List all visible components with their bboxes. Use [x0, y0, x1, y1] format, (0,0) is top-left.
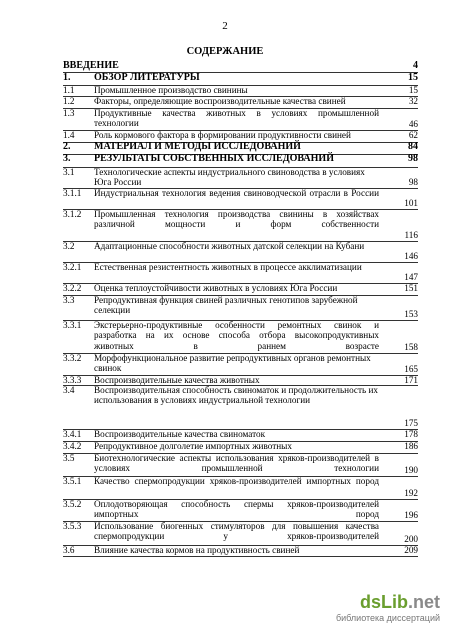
- toc-section-number: 3.6: [63, 545, 75, 555]
- toc-row: [63, 188, 418, 210]
- toc-row: [63, 320, 418, 354]
- toc-section-title: Влияние качества кормов на продуктивность свиней: [94, 545, 300, 555]
- toc-section-title: Морфофункциональное развитие репродуктивных органов ремонтных свинок: [94, 353, 371, 374]
- table-of-contents: [63, 61, 418, 581]
- toc-section-number: 3.4.2: [63, 441, 82, 451]
- watermark-logo-main: dsLib: [359, 592, 408, 612]
- toc-section-number: 3.2.1: [63, 262, 82, 272]
- page-number: 2: [222, 20, 228, 32]
- toc-section-number: 3.1.1: [63, 188, 82, 198]
- toc-page-number: 4: [413, 60, 418, 71]
- toc-page-number: 32: [408, 96, 418, 106]
- toc-section-number: 3.4.1: [63, 429, 82, 439]
- toc-row: [63, 521, 418, 546]
- toc-row: [63, 108, 418, 131]
- toc-section-title: Адаптационные способности животных датской селекции на Кубани: [94, 241, 365, 251]
- toc-section-title: Воспроизводительные качества свиноматок: [94, 429, 266, 439]
- toc-section-number: 3.3.3: [63, 375, 82, 385]
- toc-section-title: Оплодотворяющая способность спермы хряков-производителей импортных пород: [94, 499, 379, 520]
- toc-row: [63, 545, 418, 557]
- toc-section-number: 1.4: [63, 130, 75, 140]
- toc-section-number: 3.: [63, 153, 71, 164]
- toc-page-number: 101: [404, 198, 418, 208]
- toc-page-number: 15: [408, 85, 418, 95]
- watermark-logo-domain: .net: [407, 592, 440, 612]
- toc-page-number: 15: [408, 72, 418, 83]
- toc-page-number: 192: [404, 488, 418, 498]
- toc-row: [63, 499, 418, 522]
- toc-section-number: 3.5.3: [63, 521, 82, 531]
- toc-page-number: 200: [404, 534, 418, 544]
- toc-section-title: Воспроизводительная способность свиноматок и продолжительность их использования в условиях индустриальной технологии: [94, 385, 378, 406]
- toc-page-number: 84: [408, 141, 418, 152]
- toc-page-number: 46: [408, 119, 418, 129]
- toc-row: [63, 154, 418, 168]
- toc-section-title: Репродуктивное долголетие импортных животных: [94, 441, 292, 451]
- toc-row: [63, 453, 418, 477]
- toc-section-title: Индустриальная технология ведения свиноводческой отрасли в России: [94, 188, 379, 198]
- toc-section-number: 3.1.2: [63, 209, 82, 219]
- toc-row: [63, 295, 418, 321]
- toc-page-number: 178: [404, 429, 418, 439]
- page-title: СОДЕРЖАНИЕ: [186, 46, 264, 57]
- toc-page-number: 153: [404, 309, 418, 319]
- toc-section-title: Репродуктивная функция свиней различных генотипов зарубежной селекции: [94, 295, 358, 316]
- toc-section-title: Технологические аспекты индустриального свиноводства в условиях Юга России: [94, 167, 365, 188]
- toc-section-number: 3.1: [63, 167, 75, 177]
- toc-section-title: Экстерьерно-продуктивные особенности ремонтных свинок и разработка на их основе способа отбора высокопродуктивных животных в раннем возрасте: [94, 320, 379, 351]
- watermark-subtitle: библиотека диссертаций: [335, 613, 440, 623]
- toc-row: [63, 353, 418, 376]
- toc-row: [63, 476, 418, 500]
- toc-section-number: 3.2.2: [63, 283, 82, 293]
- toc-page-number: 62: [408, 130, 418, 140]
- toc-section-title: Оценка теплоустойчивости животных в условиях Юга России: [94, 283, 338, 293]
- toc-section-number: 3.4: [63, 385, 75, 395]
- toc-section-title: Естественная резистентность животных в процессе акклиматизации: [94, 262, 362, 272]
- toc-section-number: 1.2: [63, 96, 75, 106]
- toc-section-number: 3.5.1: [63, 476, 82, 486]
- toc-page-number: 196: [404, 510, 418, 520]
- toc-row: [63, 209, 418, 242]
- toc-section-title: Промышленное производство свинины: [94, 85, 248, 95]
- toc-section-title: ОБЗОР ЛИТЕРАТУРЫ: [94, 72, 200, 83]
- toc-section-number: 2.: [63, 141, 71, 152]
- toc-section-number: 3.3: [63, 295, 75, 305]
- toc-section-title: Факторы, определяющие воспроизводительные качества свиней: [94, 96, 346, 106]
- toc-section-title: Роль кормового фактора в формировании продуктивности свиней: [94, 130, 351, 140]
- toc-section-number: 3.3.1: [63, 320, 82, 330]
- toc-row: [63, 167, 418, 189]
- toc-section-number: 1.1: [63, 85, 75, 95]
- toc-page-number: 158: [404, 342, 418, 352]
- toc-page-number: 98: [408, 153, 418, 164]
- toc-page-number: 116: [404, 230, 418, 240]
- toc-section-title: Промышленная технология производства свинины в хозяйствах различной мощности и форм собственности: [94, 209, 379, 230]
- toc-section-number: 3.2: [63, 241, 75, 251]
- toc-section-title: Использование биогенных стимуляторов для повышения качества спермопродукции у хряков-производителей: [94, 521, 379, 542]
- toc-section-title: МАТЕРИАЛ И МЕТОДЫ ИССЛЕДОВАНИЙ: [94, 141, 301, 152]
- toc-row: [63, 262, 418, 284]
- toc-section-title: Воспроизводительные качества животных: [94, 375, 260, 385]
- toc-page-number: 171: [404, 375, 418, 385]
- toc-page-number: 151: [404, 283, 418, 293]
- toc-row: [63, 241, 418, 263]
- toc-section-number: 3.5: [63, 453, 75, 463]
- watermark-logo: [360, 592, 440, 613]
- toc-page-number: 186: [404, 441, 418, 451]
- toc-section-title: РЕЗУЛЬТАТЫ СОБСТВЕННЫХ ИССЛЕДОВАНИЙ: [94, 153, 334, 164]
- toc-row: [63, 385, 418, 430]
- toc-section-title: Продуктивные качества животных в условиях промышленной технологии: [94, 108, 379, 129]
- toc-section-number: 1.: [63, 72, 71, 83]
- toc-page-number: 175: [404, 418, 418, 428]
- toc-page-number: 146: [404, 251, 418, 261]
- toc-page-number: 98: [408, 177, 418, 187]
- toc-page-number: 165: [404, 364, 418, 374]
- toc-section-title: Биотехнологические аспекты использования хряков-производителей в условиях промышленной технологии: [94, 453, 379, 474]
- toc-section-number: ВВЕДЕНИЕ: [63, 60, 119, 71]
- site-watermark[interactable]: [330, 592, 440, 626]
- toc-page-number: 209: [404, 545, 418, 555]
- toc-section-title: Качество спермопродукции хряков-производителей импортных пород: [94, 476, 379, 486]
- toc-section-number: 3.5.2: [63, 499, 82, 509]
- toc-page-number: 147: [404, 272, 418, 282]
- toc-page-number: 190: [404, 465, 418, 475]
- toc-section-number: 1.3: [63, 108, 75, 118]
- toc-section-number: 3.3.2: [63, 353, 82, 363]
